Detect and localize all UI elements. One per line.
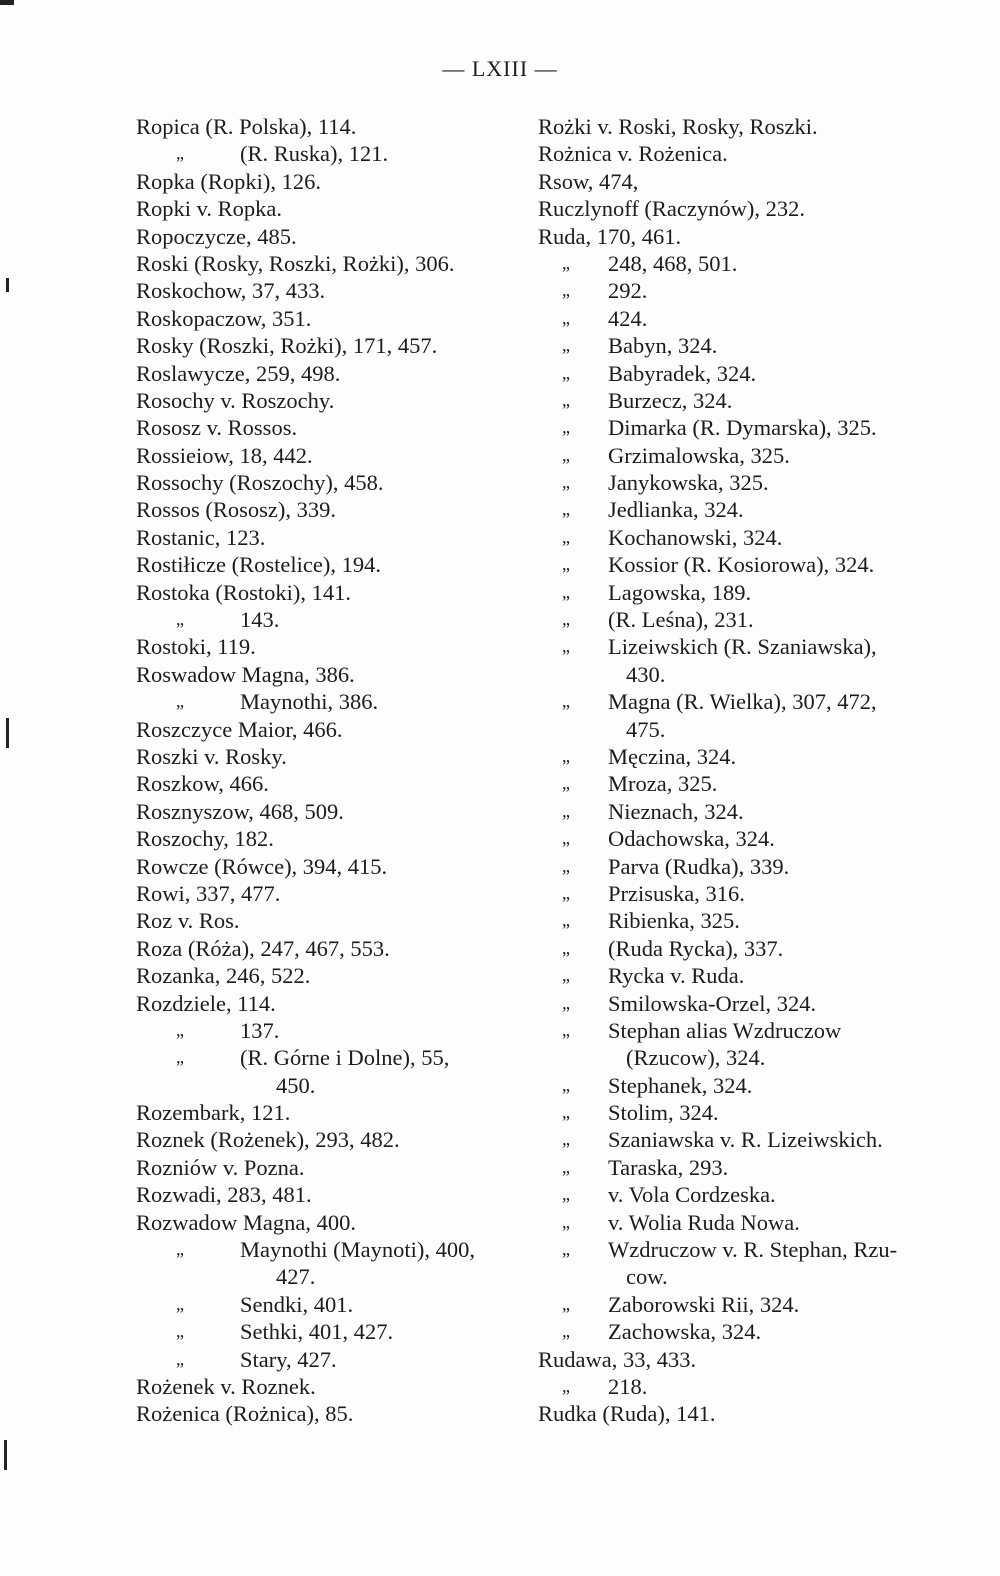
entry-text: Janykowska, 325.: [608, 470, 769, 496]
entry-text: Rożenica (Rożnica), 85.: [136, 1401, 354, 1427]
index-entry: [136, 1126, 531, 1153]
entry-text: Rożenek v. Roznek.: [136, 1373, 316, 1399]
index-entry: [538, 743, 978, 770]
entry-text: Roslawycze, 259, 498.: [136, 360, 341, 386]
entry-text: Smilowska-Orzel, 324.: [608, 990, 817, 1016]
index-entry: [136, 1209, 531, 1236]
ditto-mark: „: [562, 252, 570, 273]
index-entry: [538, 195, 978, 222]
ditto-mark: „: [562, 1293, 570, 1314]
ditto-mark: „: [562, 855, 570, 876]
index-entry: [136, 1072, 531, 1099]
index-entry: [136, 168, 531, 195]
entry-text: (Rzucow), 324.: [626, 1045, 766, 1071]
entry-text: Mroza, 325.: [608, 771, 718, 797]
entry-text: Dimarka (R. Dymarska), 325.: [608, 415, 877, 441]
ditto-mark: „: [562, 1184, 570, 1205]
entry-text: Roszki v. Rosky.: [136, 743, 287, 769]
index-entry: [538, 1346, 978, 1373]
entry-text: Rossieiow, 18, 442.: [136, 442, 313, 468]
index-entry: [538, 1263, 978, 1290]
entry-text: (Ruda Rycka), 337.: [608, 935, 784, 961]
entry-text: Rożnica v. Rożenica.: [538, 141, 728, 167]
index-entry: [136, 496, 531, 523]
index-entry: [136, 195, 531, 222]
index-entry: [136, 962, 531, 989]
index-entry: [538, 442, 978, 469]
index-entry: [136, 798, 531, 825]
entry-text: Rożki v. Roski, Rosky, Roszki.: [538, 114, 818, 139]
index-entry: [538, 716, 978, 743]
entry-text: Maynothi, 386.: [240, 689, 379, 715]
ditto-mark: „: [562, 882, 570, 903]
page-number: — LXIII —: [442, 56, 558, 81]
entry-text: 248, 468, 501.: [608, 250, 738, 276]
index-entry: [538, 524, 978, 551]
entry-text: 137.: [240, 1017, 280, 1043]
ditto-mark: „: [562, 937, 570, 958]
entry-text: 218.: [608, 1373, 648, 1399]
entry-text: Rossos (Rososz), 339.: [136, 497, 337, 523]
index-entry: [538, 1072, 978, 1099]
ditto-mark: „: [176, 1321, 184, 1342]
index-entry: [538, 935, 978, 962]
entry-text: Grzimalowska, 325.: [608, 442, 790, 468]
index-entry: [538, 1400, 978, 1427]
entry-text: Ruczlynoff (Raczynów), 232.: [538, 196, 806, 222]
entry-text: Rozdziele, 114.: [136, 990, 276, 1016]
entry-text: Zachowska, 324.: [608, 1319, 762, 1345]
index-entry: [136, 716, 531, 743]
index-entry: [538, 168, 978, 195]
index-entry: [538, 633, 978, 660]
entry-text: Stephan alias Wzdruczow: [608, 1017, 842, 1043]
entry-text: Rozwadi, 283, 481.: [136, 1182, 312, 1208]
index-entry: [538, 305, 978, 332]
entry-text: 450.: [276, 1072, 316, 1098]
index-entry: [538, 798, 978, 825]
index-entry: [538, 1291, 978, 1318]
index-entry: [136, 414, 531, 441]
index-entry: [136, 990, 531, 1017]
entry-text: 475.: [626, 716, 666, 742]
index-entry: [136, 551, 531, 578]
index-entry: [136, 1154, 531, 1181]
ditto-mark: „: [562, 526, 570, 547]
entry-text: (R. Górne i Dolne), 55,: [240, 1045, 450, 1071]
index-entry: [136, 140, 531, 167]
entry-text: 424.: [608, 305, 648, 331]
entry-text: Rossochy (Roszochy), 458.: [136, 470, 384, 496]
index-entry: [538, 661, 978, 688]
ditto-mark: „: [562, 773, 570, 794]
index-entry: [136, 1400, 531, 1427]
ditto-mark: „: [176, 1293, 184, 1314]
ditto-mark: „: [562, 1102, 570, 1123]
ditto-mark: „: [562, 1375, 570, 1396]
entry-text: Roskochow, 37, 433.: [136, 278, 326, 304]
entry-text: Lagowska, 189.: [608, 579, 752, 605]
index-entry: [538, 551, 978, 578]
index-entry: [538, 770, 978, 797]
entry-text: Rowcze (Rówce), 394, 415.: [136, 853, 388, 879]
index-entry: [136, 661, 531, 688]
index-entry: [136, 305, 531, 332]
ditto-mark: „: [176, 143, 184, 164]
entry-text: Roszkow, 466.: [136, 771, 269, 797]
ditto-mark: „: [562, 307, 570, 328]
entry-text: Wzdruczow v. R. Stephan, Rzu-: [608, 1237, 898, 1263]
entry-text: Nieznach, 324.: [608, 798, 744, 824]
entry-text: Babyradek, 324.: [608, 360, 757, 386]
entry-text: Sethki, 401, 427.: [240, 1319, 394, 1345]
ditto-mark: „: [562, 280, 570, 301]
entry-text: Rostoka (Rostoki), 141.: [136, 579, 352, 605]
ditto-mark: „: [562, 472, 570, 493]
index-entry: [538, 880, 978, 907]
index-entry: [538, 825, 978, 852]
entry-text: Rostanic, 123.: [136, 524, 266, 550]
entry-text: 427.: [276, 1264, 316, 1290]
ditto-mark: „: [562, 1321, 570, 1342]
entry-text: cow.: [626, 1264, 668, 1290]
index-entry: [136, 113, 531, 140]
scan-edge-mark: [0, 0, 14, 5]
index-entry: [136, 360, 531, 387]
ditto-mark: „: [562, 745, 570, 766]
ditto-mark: „: [562, 609, 570, 630]
ditto-mark: „: [176, 1348, 184, 1369]
entry-text: Magna (R. Wielka), 307, 472,: [608, 689, 877, 715]
index-entry: [136, 880, 531, 907]
entry-text: Rudawa, 33, 433.: [538, 1346, 697, 1372]
index-entry: [538, 250, 978, 277]
entry-text: 430.: [626, 661, 666, 687]
entry-text: Szaniawska v. R. Lizeiwskich.: [608, 1127, 883, 1153]
index-entry: [538, 1318, 978, 1345]
index-entry: [538, 332, 978, 359]
index-entry: [538, 962, 978, 989]
index-entry: [538, 496, 978, 523]
index-entry: [136, 387, 531, 414]
ditto-mark: „: [562, 1239, 570, 1260]
ditto-mark: „: [562, 1129, 570, 1150]
entry-text: Rowi, 337, 477.: [136, 880, 281, 906]
index-entry: [136, 579, 531, 606]
entry-text: Babyn, 324.: [608, 333, 718, 359]
ditto-mark: „: [176, 691, 184, 712]
index-entry: [136, 1181, 531, 1208]
index-entry: [538, 223, 978, 250]
ditto-mark: „: [562, 389, 570, 410]
entry-text: Ropoczycze, 485.: [136, 223, 297, 249]
index-entry: [538, 1017, 978, 1044]
entry-text: Roz v. Ros.: [136, 908, 240, 934]
ditto-mark: „: [562, 417, 570, 438]
ditto-mark: „: [176, 1019, 184, 1040]
entry-text: Burzecz, 324.: [608, 387, 733, 413]
entry-text: Ropka (Ropki), 126.: [136, 168, 321, 194]
index-entry: [136, 1263, 531, 1290]
index-entry: [136, 223, 531, 250]
entry-text: Kochanowski, 324.: [608, 524, 783, 550]
index-entry: [136, 524, 531, 551]
index-entry: [136, 1318, 531, 1345]
entry-text: Rostiłicze (Rostelice), 194.: [136, 552, 381, 578]
entry-text: Rosznyszow, 468, 509.: [136, 798, 344, 824]
index-entry: [136, 825, 531, 852]
index-entry: [538, 414, 978, 441]
index-entry: [538, 1373, 978, 1400]
entry-text: Stolim, 324.: [608, 1100, 719, 1126]
entry-text: (R. Ruska), 121.: [240, 141, 389, 167]
entry-text: Maynothi (Maynoti), 400,: [240, 1237, 475, 1263]
index-entry: [538, 579, 978, 606]
index-entry: [538, 360, 978, 387]
entry-text: 143.: [240, 607, 280, 633]
index-entry: [136, 277, 531, 304]
entry-text: Roswadow Magna, 386.: [136, 661, 355, 687]
index-entry: [136, 1044, 531, 1071]
index-entry: [538, 990, 978, 1017]
index-entry: [538, 853, 978, 880]
index-entry: [538, 1236, 978, 1263]
ditto-mark: „: [562, 691, 570, 712]
scan-edge-mark: [6, 278, 9, 292]
index-entry: [136, 853, 531, 880]
index-entry: [136, 907, 531, 934]
entry-text: Jedlianka, 324.: [608, 497, 744, 523]
index-entry: [538, 1209, 978, 1236]
entry-text: Rozanka, 246, 522.: [136, 963, 311, 989]
entry-text: Rycka v. Ruda.: [608, 963, 745, 989]
index-column-right: [538, 113, 978, 1428]
ditto-mark: „: [176, 609, 184, 630]
entry-text: Rozniów v. Pozna.: [136, 1154, 305, 1180]
ditto-mark: „: [562, 636, 570, 657]
entry-text: Roszczyce Maior, 466.: [136, 716, 343, 742]
entry-text: Rosochy v. Roszochy.: [136, 387, 335, 413]
ditto-mark: „: [562, 1156, 570, 1177]
index-column-left: [136, 113, 531, 1428]
index-entry: [136, 469, 531, 496]
entry-text: Roza (Róża), 247, 467, 553.: [136, 935, 390, 961]
ditto-mark: „: [562, 362, 570, 383]
entry-text: Kossior (R. Kosiorowa), 324.: [608, 552, 875, 578]
index-entry: [538, 1154, 978, 1181]
index-entry: [136, 1236, 531, 1263]
index-entry: [136, 633, 531, 660]
ditto-mark: „: [562, 1019, 570, 1040]
index-entry: [136, 770, 531, 797]
ditto-mark: „: [562, 499, 570, 520]
entry-text: Roznek (Rożenek), 293, 482.: [136, 1127, 400, 1153]
entry-text: Przisuska, 316.: [608, 880, 745, 906]
ditto-mark: „: [176, 1047, 184, 1068]
ditto-mark: „: [562, 992, 570, 1013]
index-entry: [538, 907, 978, 934]
index-entry: [538, 606, 978, 633]
entry-text: Rosky (Roszki, Rożki), 171, 457.: [136, 333, 438, 359]
entry-text: v. Wolia Ruda Nowa.: [608, 1209, 800, 1235]
entry-text: Ruda, 170, 461.: [538, 223, 682, 249]
entry-text: (R. Leśna), 231.: [608, 607, 754, 633]
scan-edge-mark: [4, 1440, 7, 1470]
ditto-mark: „: [562, 581, 570, 602]
ditto-mark: „: [562, 335, 570, 356]
entry-text: 292.: [608, 278, 648, 304]
index-entry: [538, 113, 978, 140]
index-entry: [136, 1017, 531, 1044]
entry-text: Stary, 427.: [240, 1346, 337, 1372]
index-entry: [538, 387, 978, 414]
index-entry: [538, 688, 978, 715]
entry-text: Parva (Rudka), 339.: [608, 853, 790, 879]
ditto-mark: „: [562, 1211, 570, 1232]
entry-text: Odachowska, 324.: [608, 826, 775, 852]
entry-text: Męczina, 324.: [608, 743, 737, 769]
ditto-mark: „: [562, 828, 570, 849]
entry-text: Rsow, 474,: [538, 168, 639, 194]
entry-text: Taraska, 293.: [608, 1154, 729, 1180]
index-entry: [538, 1181, 978, 1208]
ditto-mark: „: [562, 1074, 570, 1095]
ditto-mark: „: [176, 1239, 184, 1260]
entry-text: Sendki, 401.: [240, 1291, 354, 1317]
entry-text: Rudka (Ruda), 141.: [538, 1401, 716, 1427]
index-entry: [538, 140, 978, 167]
ditto-mark: „: [562, 444, 570, 465]
index-entry: [136, 688, 531, 715]
entry-text: Roskopaczow, 351.: [136, 305, 312, 331]
scan-edge-mark: [6, 718, 9, 748]
entry-text: Ropica (R. Polska), 114.: [136, 114, 357, 139]
index-entry: [538, 1099, 978, 1126]
index-entry: [538, 1044, 978, 1071]
ditto-mark: „: [562, 910, 570, 931]
entry-text: Zaborowski Rii, 324.: [608, 1291, 800, 1317]
entry-text: v. Vola Cordzeska.: [608, 1182, 776, 1208]
entry-text: Rozwadow Magna, 400.: [136, 1209, 356, 1235]
index-entry: [538, 277, 978, 304]
entry-text: Rostoki, 119.: [136, 634, 256, 660]
index-entry: [538, 469, 978, 496]
entry-text: Stephanek, 324.: [608, 1072, 753, 1098]
index-entry: [136, 935, 531, 962]
entry-text: Rososz v. Rossos.: [136, 415, 298, 441]
entry-text: Rozembark, 121.: [136, 1100, 291, 1126]
entry-text: Lizeiwskich (R. Szaniawska),: [608, 634, 877, 660]
index-entry: [136, 442, 531, 469]
index-entry: [136, 743, 531, 770]
index-entry: [136, 332, 531, 359]
index-entry: [538, 1126, 978, 1153]
index-entry: [136, 1373, 531, 1400]
index-entry: [136, 606, 531, 633]
entry-text: Ropki v. Ropka.: [136, 196, 283, 222]
ditto-mark: „: [562, 800, 570, 821]
entry-text: Roski (Rosky, Roszki, Rożki), 306.: [136, 250, 455, 276]
entry-text: Roszochy, 182.: [136, 826, 274, 852]
index-entry: [136, 1291, 531, 1318]
index-entry: [136, 1099, 531, 1126]
index-entry: [136, 250, 531, 277]
ditto-mark: „: [562, 965, 570, 986]
entry-text: Ribienka, 325.: [608, 908, 740, 934]
index-entry: [136, 1346, 531, 1373]
ditto-mark: „: [562, 554, 570, 575]
